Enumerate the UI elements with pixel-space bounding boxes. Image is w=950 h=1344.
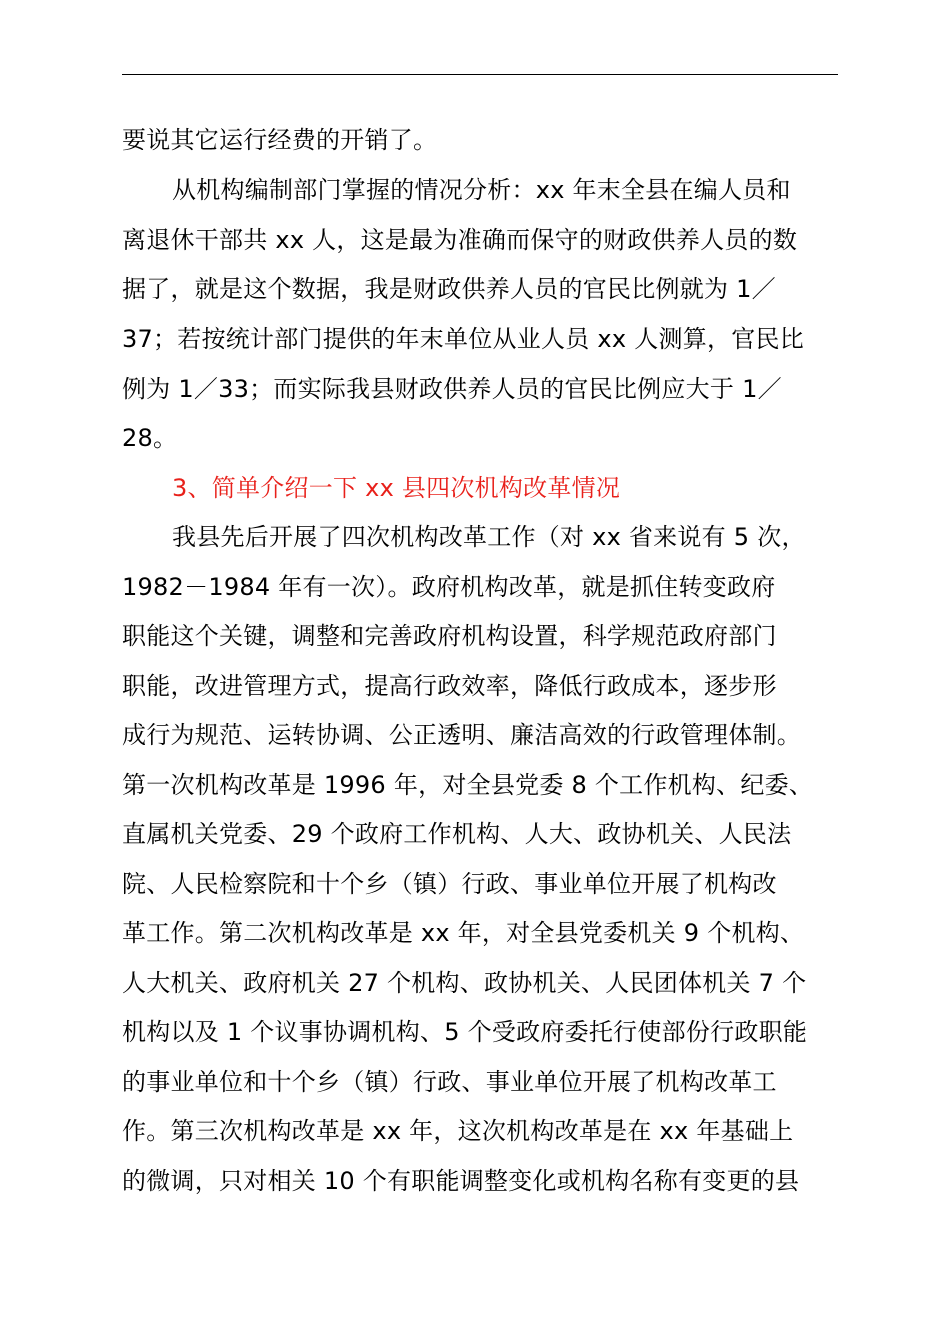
text-line: 从机构编制部门掌握的情况分析：xx 年末全县在编人员和 (172, 176, 791, 204)
text-line: 机构以及 1 个议事协调机构、5 个受政府委托行使部份行政职能 (122, 1018, 808, 1046)
section-heading: 3、简单介绍一下 xx 县四次机构改革情况 (172, 474, 621, 502)
text-line: 28。 (122, 424, 178, 452)
text-line: 37；若按统计部门提供的年末单位从业人员 xx 人测算，官民比 (122, 325, 804, 353)
text-line: 的事业单位和十个乡（镇）行政、事业单位开展了机构改革工 (122, 1068, 777, 1096)
header-rule (122, 74, 838, 75)
text-line: 成行为规范、运转协调、公正透明、廉洁高效的行政管理体制。 (122, 721, 801, 749)
text-line: 我县先后开展了四次机构改革工作（对 xx 省来说有 5 次， (172, 523, 806, 551)
text-line: 的微调，只对相关 10 个有职能调整变化或机构名称有变更的县 (122, 1167, 800, 1195)
text-line: 革工作。第二次机构改革是 xx 年，对全县党委机关 9 个机构、 (122, 919, 805, 947)
text-line: 职能这个关键，调整和完善政府机构设置，科学规范政府部门 (122, 622, 777, 650)
text-line: 要说其它运行经费的开销了。 (122, 126, 438, 154)
text-line: 作。第三次机构改革是 xx 年，这次机构改革是在 xx 年基础上 (122, 1117, 794, 1145)
text-line: 院、人民检察院和十个乡（镇）行政、事业单位开展了机构改 (122, 870, 777, 898)
text-line: 人大机关、政府机关 27 个机构、政协机关、人民团体机关 7 个 (122, 969, 807, 997)
text-line: 离退休干部共 xx 人，这是最为准确而保守的财政供养人员的数 (122, 226, 798, 254)
text-line: 据了，就是这个数据，我是财政供养人员的官民比例就为 1／ (122, 275, 776, 303)
text-line: 职能，改进管理方式，提高行政效率，降低行政成本，逐步形 (122, 672, 777, 700)
text-line: 第一次机构改革是 1996 年，对全县党委 8 个工作机构、纪委、 (122, 771, 814, 799)
text-line: 直属机关党委、29 个政府工作机构、人大、政协机关、人民法 (122, 820, 792, 848)
text-line: 例为 1／33；而实际我县财政供养人员的官民比例应大于 1／ (122, 375, 782, 403)
text-line: 1982－1984 年有一次）。政府机构改革，就是抓住转变政府 (122, 573, 776, 601)
